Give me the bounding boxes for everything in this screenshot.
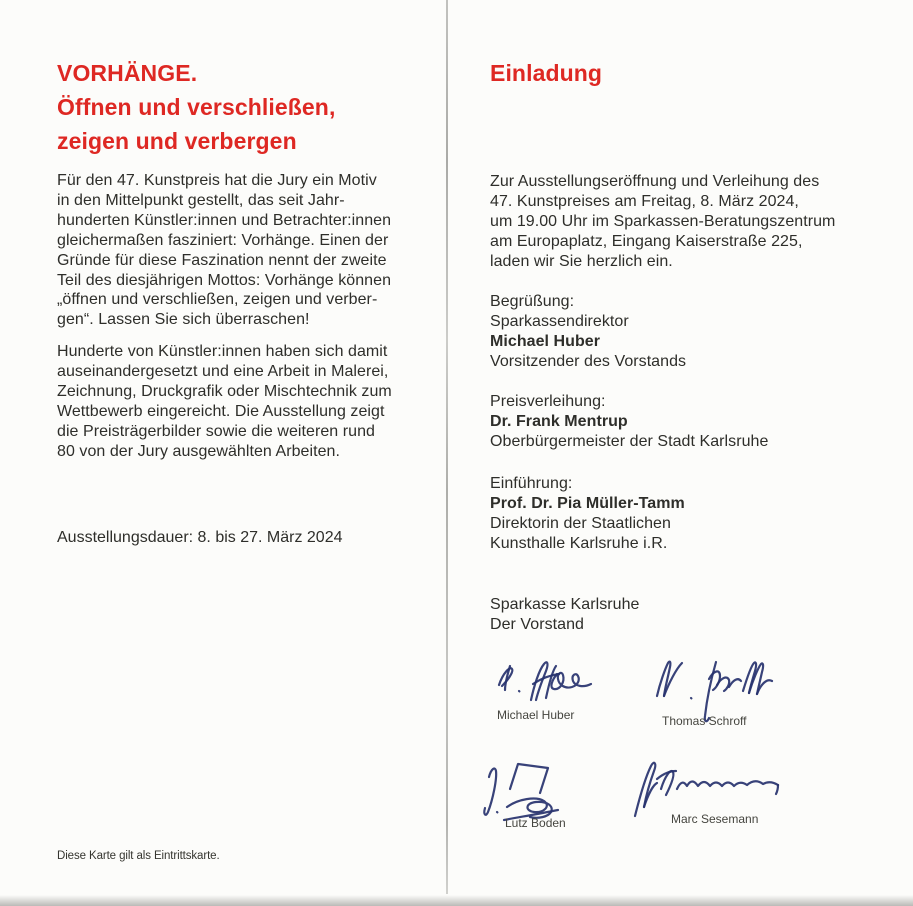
motto-paragraph: [57, 171, 447, 330]
text-line: am Europaplatz, Eingang Kaiserstraße 225,: [490, 232, 803, 250]
text-line: gleichermaßen fasziniert: Vorhänge. Einen der: [57, 231, 389, 249]
right-page-title: Einladung: [490, 60, 603, 86]
title-line: VORHÄNGE.: [57, 60, 198, 86]
ticket-validity-note: Diese Karte gilt als Eintrittskarte.: [57, 850, 220, 862]
speaker-name: Dr. Frank Mentrup: [490, 412, 628, 430]
speaker-role: Oberbürgermeister der Stadt Karlsruhe: [490, 432, 769, 450]
title-line: zeigen und verbergen: [57, 128, 297, 154]
text-line: die Preisträgerbilder sowie die weiteren rund: [57, 422, 375, 440]
text-line: Wettbewerb eingereicht. Die Ausstellung zeigt: [57, 402, 385, 420]
section-label: Preisverleihung:: [490, 393, 606, 410]
speaker-name: Prof. Dr. Pia Müller-Tamm: [490, 494, 685, 512]
title-line: Öffnen und verschließen,: [57, 94, 336, 120]
greeting-section: [490, 292, 890, 372]
text-line: Zeichnung, Druckgrafik oder Mischtechnik zum: [57, 382, 392, 400]
section-label: Begrüßung:: [490, 293, 575, 310]
scan-bottom-shadow: [0, 895, 913, 906]
text-line: Zur Ausstellungseröffnung und Verleihung des: [490, 173, 820, 190]
text-line: 47. Kunstpreises am Freitag, 8. März 2024,: [490, 192, 799, 210]
signature-michael-huber: [494, 658, 596, 712]
exhibition-paragraph: [57, 342, 447, 461]
text-line: Hunderte von Künstler:innen haben sich damit: [57, 343, 388, 360]
text-line: „öffnen und verschließen, zeigen und verber-: [57, 291, 378, 309]
closing-line: Sparkasse Karlsruhe: [490, 596, 640, 613]
text-line: laden wir Sie herzlich ein.: [490, 252, 673, 270]
speaker-role: Vorsitzender des Vorstands: [490, 352, 687, 370]
closing-block: [490, 595, 890, 635]
signatory-name: Thomas Schroff: [662, 714, 747, 728]
speaker-role: Sparkassendirektor: [490, 312, 629, 330]
award-section: [490, 392, 890, 452]
text-line: in den Mittelpunkt gestellt, das seit Jahr-: [57, 191, 345, 209]
text-line: 80 von der Jury ausgewählten Arbeiten.: [57, 442, 340, 460]
left-page-title: [57, 56, 335, 158]
speaker-role: Direktorin der Staatlichen: [490, 514, 671, 532]
text-line: auseinandergesetzt und eine Arbeit in Malerei,: [57, 362, 389, 380]
text-line: um 19.00 Uhr im Sparkassen-Beratungszentrum: [490, 212, 836, 230]
text-line: gen“. Lassen Sie sich überraschen!: [57, 311, 310, 329]
invitation-paragraph: [490, 172, 890, 272]
fold-line: [446, 0, 448, 894]
speaker-role: Kunsthalle Karlsruhe i.R.: [490, 534, 668, 552]
closing-line: Der Vorstand: [490, 615, 584, 633]
section-label: Einführung:: [490, 475, 573, 492]
signatory-name: Marc Sesemann: [671, 812, 759, 826]
text-line: Teil des diesjährigen Mottos: Vorhänge können: [57, 271, 392, 289]
text-line: Für den 47. Kunstpreis hat die Jury ein Motiv: [57, 172, 377, 189]
exhibition-duration: Ausstellungsdauer: 8. bis 27. März 2024: [57, 529, 343, 546]
introduction-section: [490, 474, 890, 554]
signatory-name: Michael Huber: [497, 708, 575, 722]
text-line: Gründe für diese Faszination nennt der zweite: [57, 251, 387, 269]
text-line: hunderten Künstler:innen und Betrachter:innen: [57, 211, 392, 229]
speaker-name: Michael Huber: [490, 332, 601, 350]
signatory-name: Lutz Boden: [505, 816, 566, 830]
